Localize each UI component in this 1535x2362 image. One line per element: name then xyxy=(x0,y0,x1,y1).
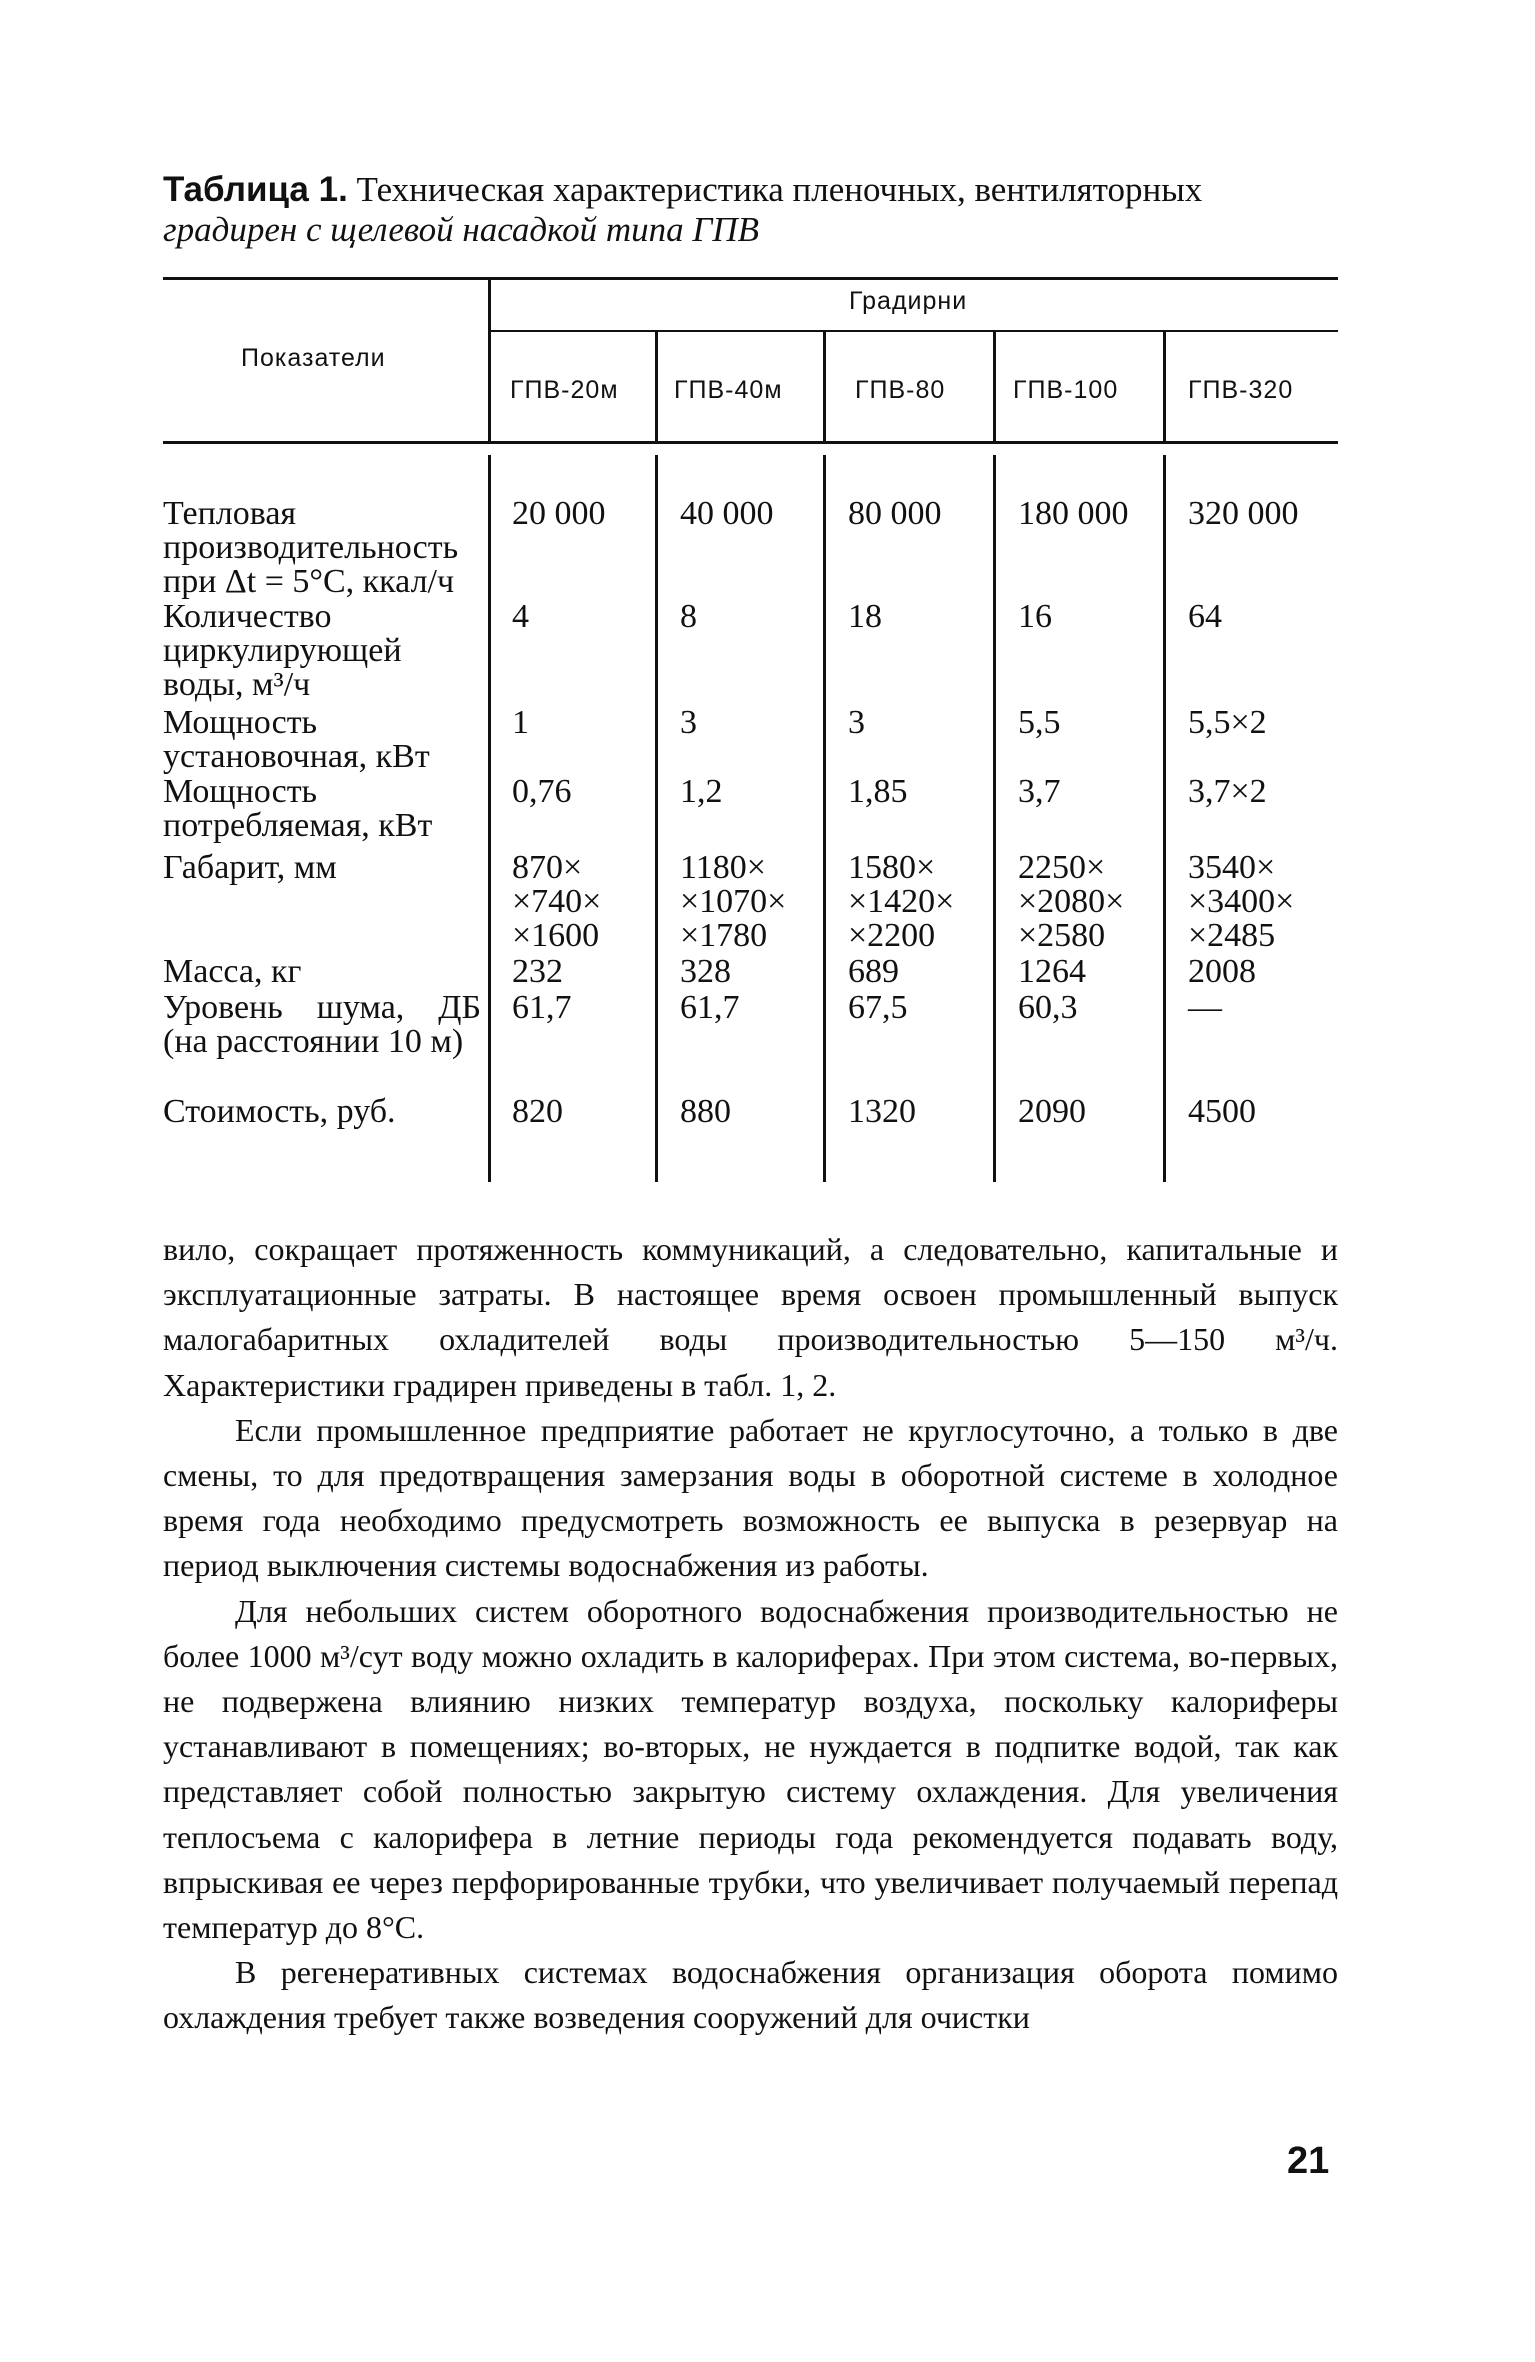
table-cell: 880 xyxy=(680,1093,731,1130)
table-cell: 328 xyxy=(680,953,731,990)
row-label-heat-capacity: Тепловая производительность при Δt = 5°С, ккал/ч xyxy=(163,495,459,600)
col-divider xyxy=(823,455,826,1182)
page-number: 21 xyxy=(1287,2140,1330,2182)
table-cell: 3 xyxy=(848,704,865,741)
table-cell: 80 000 xyxy=(848,495,942,532)
table-cell: 3 xyxy=(680,704,697,741)
table-cell: 689 xyxy=(848,953,899,990)
table-cell: 3,7×2 xyxy=(1188,773,1267,810)
row-label-cost: Стоимость, руб. xyxy=(163,1093,396,1130)
table-cell: 16 xyxy=(1018,598,1052,635)
row-label-noise: Уровень шума, ДБ (на расстоянии 10 м) xyxy=(163,989,481,1060)
paragraph: Для небольших систем оборотного водоснабжения производительностью не более 1000 м³/сут воду можно охладить в калориферах. При этом система, во-первых, не подвержена влиянию низких температур воздуха, поскольку калориферы устанавливают в помещениях; во-вторых, не нуждается в подпитке водой, так как представляет собой полностью закрытую систему охлаждения. Для увеличения теплосъема с калорифера в летние периоды года рекомендуется подавать воду, впрыскивая ее через перфорированные трубки, что увеличивает получаемый перепад температур до 8°С. xyxy=(163,1592,1338,1946)
table-cell: 820 xyxy=(512,1093,563,1130)
col-divider xyxy=(655,332,658,441)
table-cell: 4 xyxy=(512,598,529,635)
table-cell: 232 xyxy=(512,953,563,990)
table-cell: 61,7 xyxy=(680,989,740,1026)
col-divider xyxy=(1163,332,1166,441)
table-cell: ×1070× xyxy=(680,883,787,920)
table-cell: 40 000 xyxy=(680,495,774,532)
table-cell: 5,5×2 xyxy=(1188,704,1267,741)
table-cell: 1,85 xyxy=(848,773,908,810)
table-cell: 67,5 xyxy=(848,989,908,1026)
table-cell: 2090 xyxy=(1018,1093,1086,1130)
paragraph: В регенеративных системах водоснабжения организация оборота помимо охлаждения требует также возведения сооружений для очистки xyxy=(163,1954,1338,2036)
row-label-consumed-power: Мощность потребляемая, кВт xyxy=(163,773,433,844)
table-cell: ×740× xyxy=(512,883,602,920)
table-cell: ×3400× xyxy=(1188,883,1295,920)
table-cell: 0,76 xyxy=(512,773,572,810)
caption-line-2: градирен с щелевой насадкой типа ГПВ xyxy=(163,210,759,249)
table-cell: 1580× xyxy=(848,849,936,886)
col-divider xyxy=(488,277,491,441)
header-bottom-rule xyxy=(163,441,1338,444)
table-cell: 180 000 xyxy=(1018,495,1129,532)
header-indicators: Показатели xyxy=(241,344,386,372)
column-header: ГПВ-20м xyxy=(510,376,619,404)
column-header: ГПВ-80 xyxy=(855,376,946,404)
caption-line-1: Техническая характеристика пленочных, вентиляторных xyxy=(356,170,1203,209)
table-cell: 3540× xyxy=(1188,849,1276,886)
table-cell: 61,7 xyxy=(512,989,572,1026)
table-cell: 1,2 xyxy=(680,773,723,810)
table-cell: ×1600 xyxy=(512,917,600,954)
table-cell: 1264 xyxy=(1018,953,1086,990)
table-cell: ×2200 xyxy=(848,917,936,954)
table-cell: 870× xyxy=(512,849,583,886)
column-header: ГПВ-40м xyxy=(674,376,783,404)
table-cell: 2250× xyxy=(1018,849,1106,886)
row-label-dimensions: Габарит, мм xyxy=(163,849,337,886)
row-label-mass: Масса, кг xyxy=(163,953,302,990)
column-header: ГПВ-320 xyxy=(1188,376,1294,404)
col-divider xyxy=(993,332,996,441)
table-cell: ×1780 xyxy=(680,917,768,954)
table-cell: ×2485 xyxy=(1188,917,1276,954)
table-cell: 1 xyxy=(512,704,529,741)
table-cell: 1320 xyxy=(848,1093,916,1130)
table-cell: ×1420× xyxy=(848,883,955,920)
table-cell: 5,5 xyxy=(1018,704,1061,741)
table-cell: 8 xyxy=(680,598,697,635)
table-cell: 18 xyxy=(848,598,882,635)
row-label-installed-power: Мощность установочная, кВт xyxy=(163,704,430,775)
col-divider xyxy=(488,455,491,1182)
table-cell: 64 xyxy=(1188,598,1222,635)
column-header: ГПВ-100 xyxy=(1013,376,1119,404)
col-divider xyxy=(823,332,826,441)
table-cell: ×2580 xyxy=(1018,917,1106,954)
table-cell: 3,7 xyxy=(1018,773,1061,810)
row-label-water-flow: Количество циркулирующей воды, м³/ч xyxy=(163,598,402,703)
table-cell: 60,3 xyxy=(1018,989,1078,1026)
paragraph: вило, сокращает протяженность коммуникаций, а следовательно, капитальные и эксплуатационные затраты. В настоящее время освоен промышленный выпуск малогабаритных охладителей воды производительностью 5—150 м³/ч. Характеристики градирен приведены в табл. 1, 2. xyxy=(163,1231,1338,1403)
col-divider xyxy=(655,455,658,1182)
header-group: Градирни xyxy=(849,287,968,315)
table-cell: 4500 xyxy=(1188,1093,1256,1130)
table-label: Таблица 1. xyxy=(163,170,348,209)
col-divider xyxy=(1163,455,1166,1182)
table-caption xyxy=(163,170,1338,250)
table-top-rule xyxy=(163,277,1338,280)
table-cell: 320 000 xyxy=(1188,495,1299,532)
paragraph: Если промышленное предприятие работает не круглосуточно, а только в две смены, то для предотвращения замерзания воды в оборотной системе в холодное время года необходимо предусмотреть возможность ее выпуска в резервуар на период выключения системы водоснабжения из работы. xyxy=(163,1411,1338,1584)
table-cell: — xyxy=(1188,989,1222,1026)
table-cell: 1180× xyxy=(680,849,766,886)
col-divider xyxy=(993,455,996,1182)
body-text xyxy=(163,1227,1338,2041)
table-cell: 2008 xyxy=(1188,953,1256,990)
table-cell: 20 000 xyxy=(512,495,606,532)
group-header-rule xyxy=(490,330,1338,332)
table-cell: ×2080× xyxy=(1018,883,1125,920)
